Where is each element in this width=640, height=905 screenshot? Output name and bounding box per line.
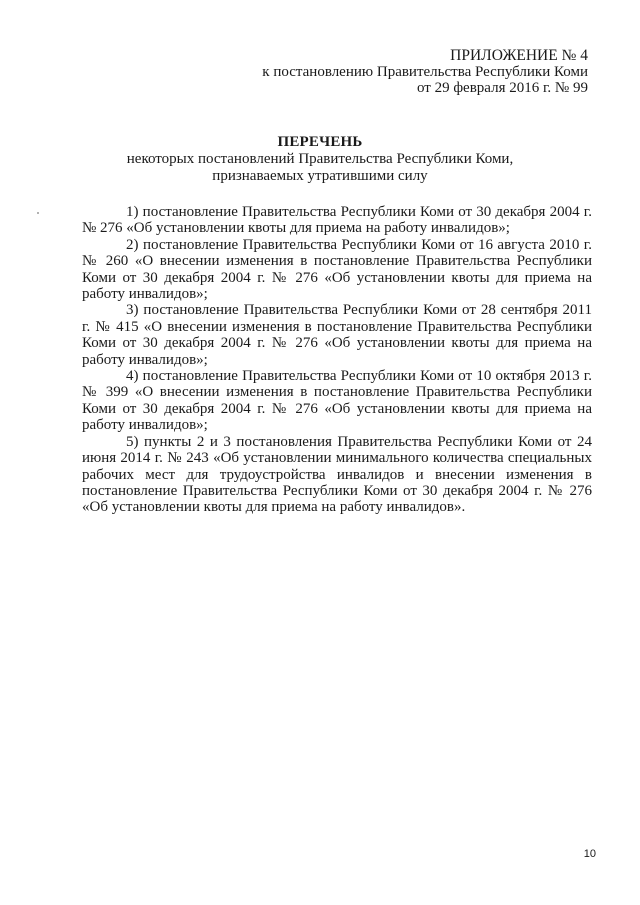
list-item: 3) постановление Правительства Республики Коми от 28 сентября 2011 г. № 415 «О внесении изменения в постановление Правительства Республики Коми от 30 декабря 2004 г. № 276 «Об установлении квоты для приема на работу инвалидов»; [82, 302, 592, 368]
list-item: 2) постановление Правительства Республики Коми от 16 августа 2010 г. № 260 «О внесении изменения в постановление Правительства Республики Коми от 30 декабря 2004 г. № 276 «Об установлении квоты для приема на работу инвалидов»; [82, 236, 592, 303]
page-number: 10 [583, 848, 596, 860]
document-body [82, 204, 592, 516]
title-block [0, 133, 640, 185]
document-subtitle-line-2: признаваемых утратившими силу [212, 168, 428, 184]
appendix-date: от 29 февраля 2016 г. № 99 [416, 80, 588, 96]
appendix-reference: к постановлению Правительства Республики Коми [262, 64, 588, 80]
appendix-title: ПРИЛОЖЕНИЕ № 4 [450, 47, 588, 64]
list-item: 4) постановление Правительства Республики Коми от 10 октября 2013 г. № 399 «О внесении изменения в постановление Правительства Республики Коми от 30 декабря 2004 г. № 276 «Об установлении квоты для приема на работу инвалидов»; [82, 368, 592, 434]
list-item: 5) пункты 2 и 3 постановления Правительства Республики Коми от 24 июня 2014 г. № 243 «Об установлении минимального количества специальных рабочих мест для трудоустройства инвалидов и внесении изменения в постановление Правительства Республики Коми от 30 декабря 2004 г. № 276 «Об установлении квоты для приема на работу инвалидов». [82, 433, 592, 516]
scan-speck [37, 212, 39, 214]
document-subtitle-line-1: некоторых постановлений Правительства Республики Коми, [126, 151, 514, 167]
document-title: ПЕРЕЧЕНЬ [277, 134, 363, 150]
appendix-header [262, 48, 588, 96]
list-item: 1) постановление Правительства Республики Коми от 30 декабря 2004 г. № 276 «Об установлении квоты для приема на работу инвалидов»; [82, 204, 592, 237]
